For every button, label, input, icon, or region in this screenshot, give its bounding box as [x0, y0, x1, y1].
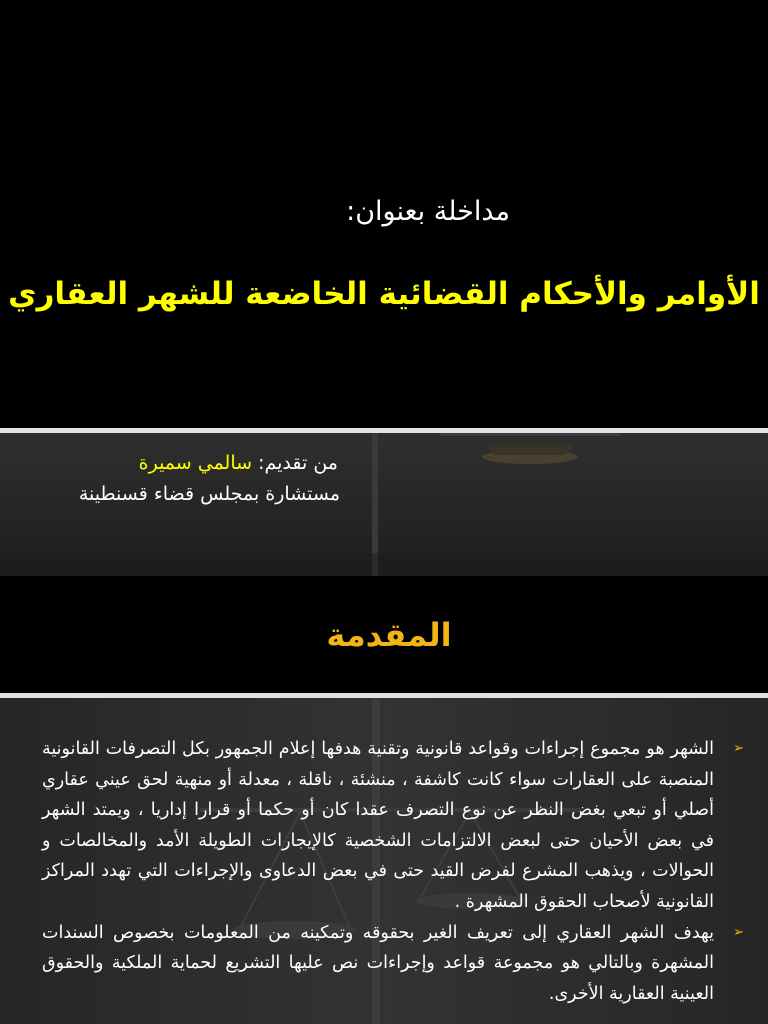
bullet-list: [42, 734, 744, 1009]
presenter-position: مستشارة بمجلس قضاء قسنطينة: [78, 483, 340, 505]
presentation-title: الأوامر والأحكام القضائية الخاضعة للشهر العقاري: [8, 276, 760, 312]
presenter-label: من تقديم:: [252, 452, 338, 474]
content-panel: [0, 698, 768, 1024]
list-item: [42, 734, 744, 918]
bullet-arrow-icon: ➢: [733, 924, 744, 940]
presenter-line: [139, 449, 338, 477]
bullet-text: الشهر هو مجموع إجراءات وقواعد قانونية وتقنية هدفها إعلام الجمهور بكل التصرفات القانونية المنصبة على العقارات سواء كانت كاشفة ، منشئة ، ناقلة ، معدلة أو منهية لحق عيني عقاري أصلي أو تبعي بغض النظر عن نوع التصرف عقدا كان أو حكما أو قرارا إداريا ، ويمتد الشهر في بعض الأحيان حتى لبعض الالتزامات الشخصية كالإيجارات الطويلة الأمد والمخالصات و الحوالات ، ويذهب المشرع لفرض القيد حتى في بعض الدعاوى والإجراءات التي تهدد المراكز القانونية لأصحاب الحقوق المشهرة .: [42, 739, 714, 912]
bullet-text: يهدف الشهر العقاري إلى تعريف الغير بحقوقه وتمكينه من المعلومات بخصوص السندات المشهرة وبالتالي هو مجموعة قواعد وإجراءات نص عليها التشريع لحماية الملكية والحقوق العينية العقارية الأخرى.: [42, 922, 714, 1004]
presenter-panel: [0, 433, 768, 576]
section-title: المقدمة: [326, 616, 452, 654]
bullet-arrow-icon: ➢: [733, 741, 744, 756]
slide-heading: مداخلة بعنوان:: [346, 196, 510, 227]
presenter-name: سالمي سميرة: [138, 452, 253, 474]
list-item: [42, 918, 744, 1010]
introduction-slide: [0, 576, 768, 1024]
